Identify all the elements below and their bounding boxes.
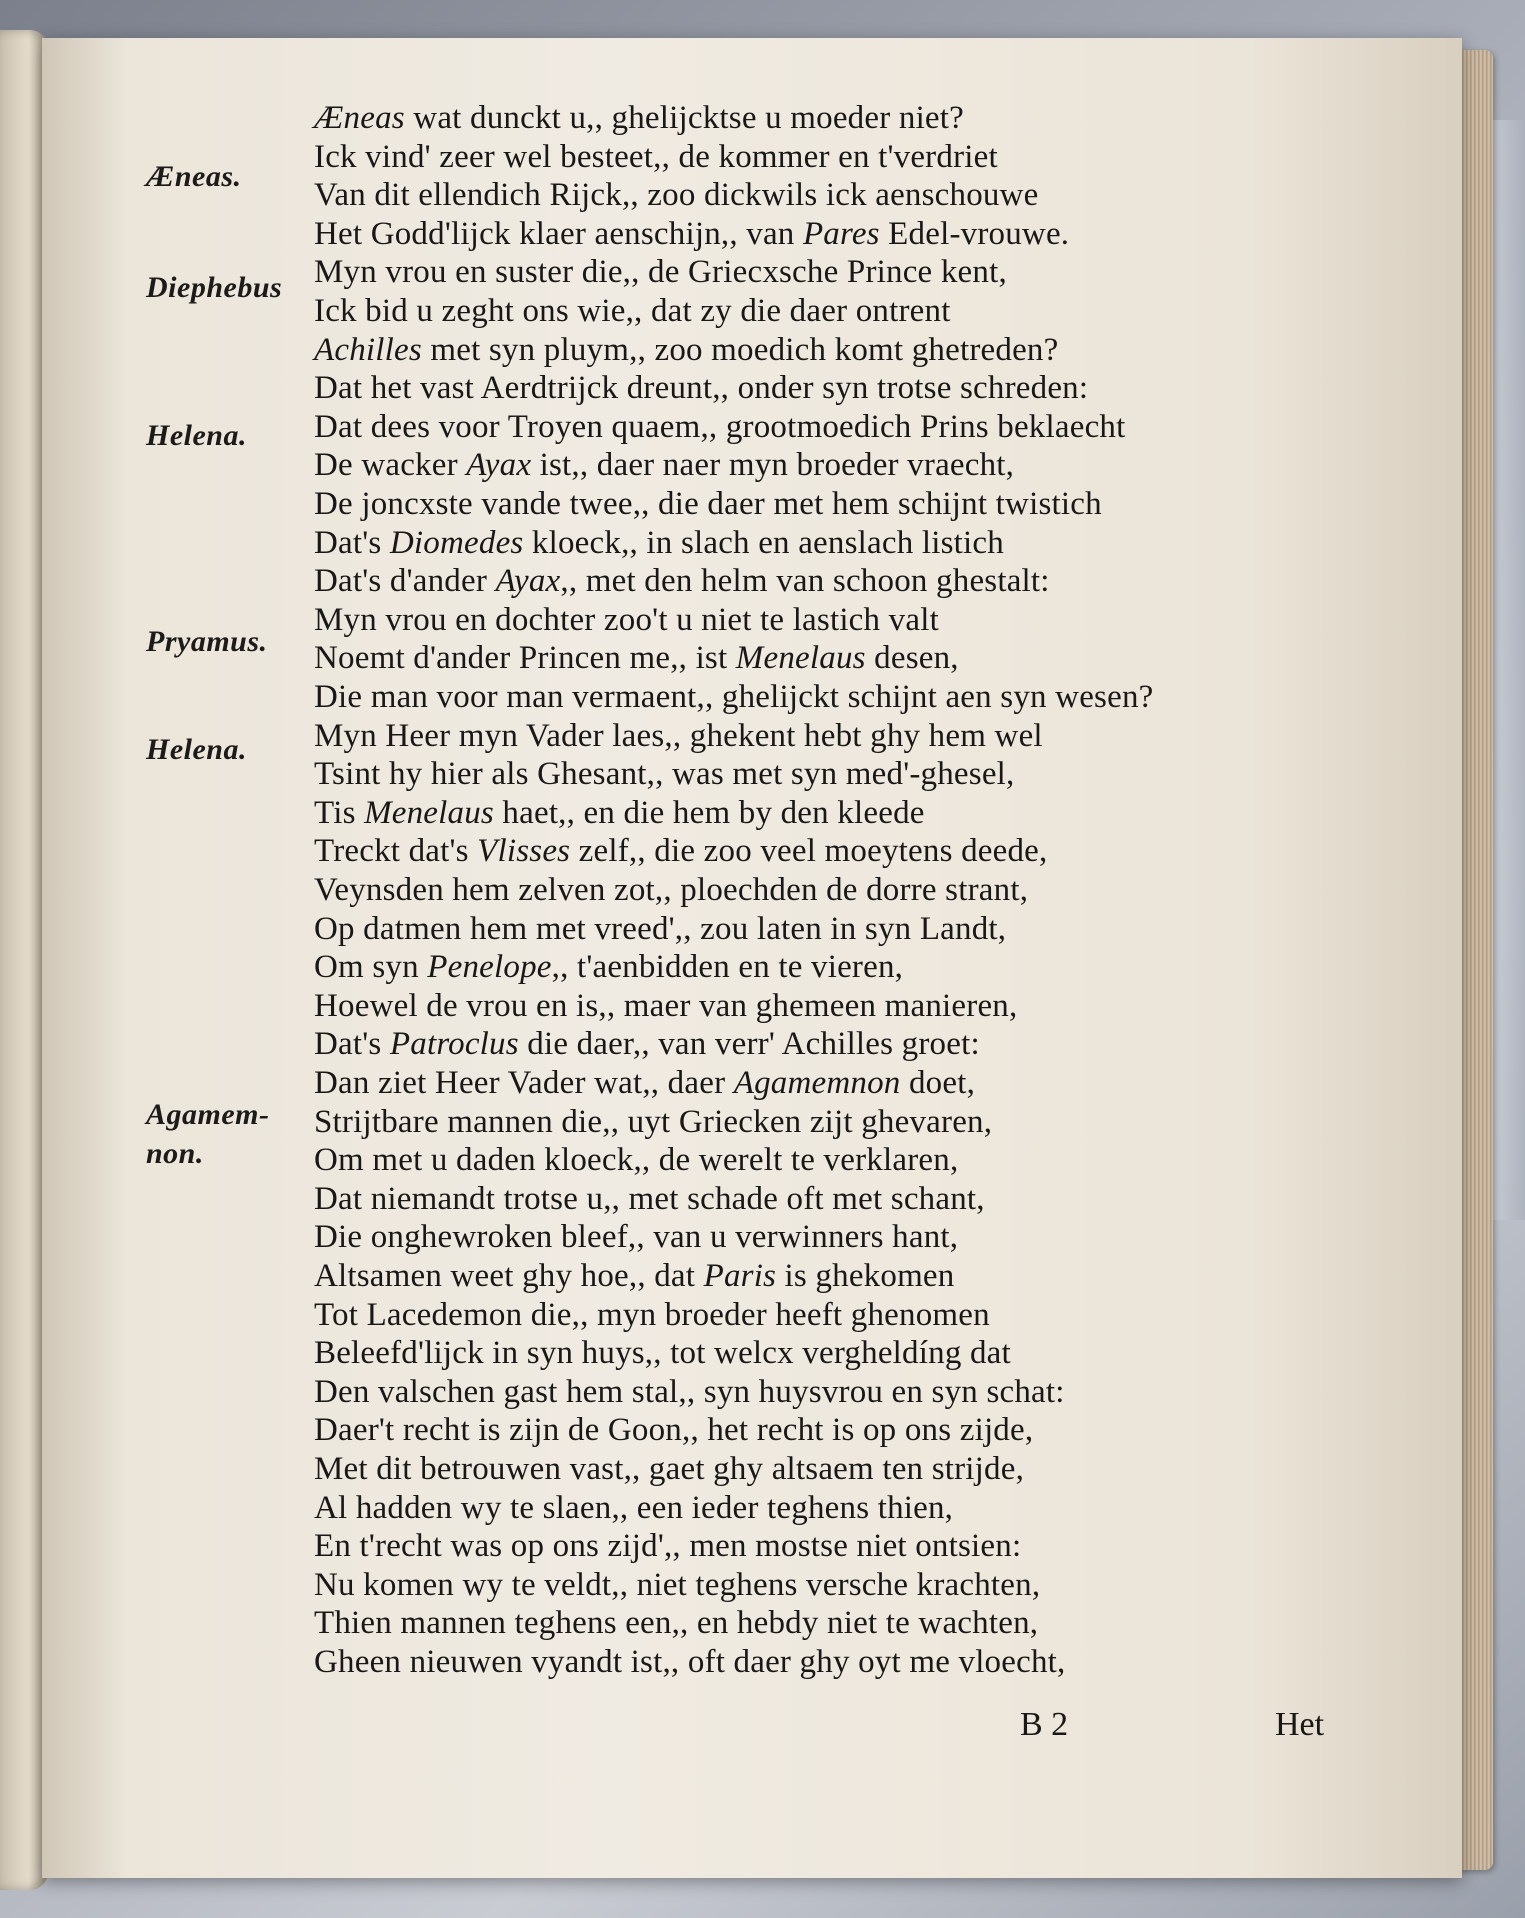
catchword: Het bbox=[1275, 1706, 1325, 1743]
verse-text-italic: Ayax bbox=[466, 447, 532, 483]
facing-page-edge bbox=[0, 30, 48, 1890]
verse-text-roman: Ick vind' zeer wel besteet,, de kommer en t'verdriet bbox=[314, 139, 998, 175]
verse-line bbox=[314, 911, 1006, 948]
verse-text-roman: Met dit betrouwen vast,, gaet ghy altsaem ten strijde, bbox=[314, 1451, 1025, 1487]
verse-text-roman: Nu komen wy te veldt,, niet teghens versche krachten, bbox=[314, 1567, 1041, 1603]
verse-line bbox=[314, 1335, 1011, 1372]
verse-text-roman: Om met u daden kloeck,, de werelt te verklaren, bbox=[314, 1142, 959, 1178]
verse-line bbox=[314, 1528, 1021, 1565]
verse-line bbox=[314, 1451, 1024, 1488]
verse-text-italic: Vlisses bbox=[477, 833, 571, 869]
verse-text-roman: Dan ziet Heer Vader wat,, daer bbox=[314, 1065, 734, 1101]
verse-line bbox=[314, 525, 1004, 562]
verse-line bbox=[314, 602, 939, 639]
verse-text-roman: met syn pluym,, zoo moedich komt ghetreden? bbox=[421, 332, 1059, 368]
verse-text-roman: Noemt d'ander Princen me,, ist bbox=[314, 640, 736, 676]
verse-line bbox=[314, 254, 1007, 291]
verse-text-roman: Van dit ellendich Rijck,, zoo dickwils ick aenschouwe bbox=[314, 177, 1039, 213]
speaker-helena: Helena. bbox=[146, 419, 247, 452]
verse-line bbox=[314, 795, 925, 832]
verse-text-roman: Tot Lacedemon die,, myn broeder heeft ghenomen bbox=[314, 1297, 990, 1333]
verse-line bbox=[314, 1065, 975, 1102]
speaker-diephebus: Diephebus bbox=[146, 271, 283, 304]
verse-text-roman: Dat het vast Aerdtrijck dreunt,, onder syn trotse schreden: bbox=[314, 370, 1089, 406]
verse-text-italic: Diomedes bbox=[389, 525, 524, 561]
verse-text-roman: ,, met den helm van schoon ghestalt: bbox=[560, 563, 1050, 599]
verse-text-roman: Om syn bbox=[314, 949, 428, 985]
verse-text-roman: Die onghewroken bleef,, van u verwinners hant, bbox=[314, 1219, 959, 1255]
verse-text-roman: Treckt dat's bbox=[314, 833, 478, 869]
verse-line bbox=[314, 139, 998, 176]
verse-line bbox=[314, 1412, 1033, 1449]
verse-text-roman: Myn Heer myn Vader laes,, ghekent hebt ghy hem wel bbox=[314, 718, 1043, 754]
verse-text-roman: Dat dees voor Troyen quaem,, grootmoedich Prins beklaecht bbox=[314, 409, 1126, 445]
verse-line bbox=[314, 293, 951, 330]
verse-line bbox=[314, 1104, 992, 1141]
verse-text-roman: Beleefd'lijck in syn huys,, tot welcx vergheldíng dat bbox=[314, 1335, 1011, 1371]
verse-text-italic: Agamemnon bbox=[733, 1065, 901, 1101]
verse-line bbox=[314, 216, 1069, 253]
verse-line bbox=[314, 756, 1014, 793]
verse-text-roman: Myn vrou en dochter zoo't u niet te lastich valt bbox=[314, 602, 939, 638]
verse-text-roman: Het Godd'lijck klaer aenschijn,, van bbox=[314, 216, 803, 252]
verse-text-roman: Hoewel de vrou en is,, maer van ghemeen manieren, bbox=[314, 988, 1018, 1024]
verse-line bbox=[314, 100, 964, 137]
verse-text-roman: Daer't recht is zijn de Goon,, het recht is op ons zijde, bbox=[314, 1412, 1034, 1448]
speaker-agamemnon-1: Agamem- bbox=[146, 1098, 270, 1131]
verse-line bbox=[314, 988, 1017, 1025]
verse-line bbox=[314, 370, 1088, 407]
verse-text-roman: Ick bid u zeght ons wie,, dat zy die daer ontrent bbox=[314, 293, 951, 329]
verse-text-roman: Dat's d'ander bbox=[314, 563, 496, 599]
verse-text-italic: Pares bbox=[802, 216, 880, 252]
verse-text-roman: Strijtbare mannen die,, uyt Griecken zijt ghevaren, bbox=[314, 1104, 993, 1140]
verse-line bbox=[314, 177, 1039, 214]
verse-text-roman: De joncxste vande twee,, die daer met hem schijnt twistich bbox=[314, 486, 1102, 522]
verse-text-roman: doet, bbox=[900, 1065, 976, 1101]
verse-text-roman: desen, bbox=[865, 640, 959, 676]
verse-text-italic: Penelope bbox=[427, 949, 552, 985]
speaker-helena-2: Helena. bbox=[146, 733, 247, 766]
verse-text-roman: Dat niemandt trotse u,, met schade oft met schant, bbox=[314, 1181, 985, 1217]
verse-text-roman: ,, t'aenbidden en te vieren, bbox=[551, 949, 904, 985]
verse-text-roman: die daer,, van verr' Achilles groet: bbox=[518, 1026, 980, 1062]
verse-text-roman: De wacker bbox=[314, 447, 467, 483]
verse-text-roman: Dat's bbox=[314, 1026, 390, 1062]
verse-line bbox=[314, 1490, 953, 1527]
verse-text-italic: Menelaus bbox=[735, 640, 866, 676]
verse-text-italic: Achilles bbox=[314, 332, 422, 368]
verse-text-roman: Edel-vrouwe. bbox=[879, 216, 1070, 252]
verse-text-roman: ist,, daer naer myn broeder vraecht, bbox=[531, 447, 1015, 483]
verse-text-roman: Die man voor man vermaent,, ghelijckt schijnt aen syn wesen? bbox=[314, 679, 1154, 715]
verse-text-roman: Op datmen hem met vreed',, zou laten in syn Landt, bbox=[314, 911, 1007, 947]
verse-line bbox=[314, 1181, 985, 1218]
verse-line bbox=[314, 1605, 1038, 1642]
verse-text-roman: Gheen nieuwen vyandt ist,, oft daer ghy oyt me vloecht, bbox=[314, 1644, 1066, 1680]
verse-line bbox=[314, 833, 1047, 870]
verse-text-roman: zelf,, die zoo veel moeytens deede, bbox=[570, 833, 1048, 869]
verse-line bbox=[314, 718, 1043, 755]
verse-text-roman: En t'recht was op ons zijd',, men mostse niet ontsien: bbox=[314, 1528, 1022, 1564]
verse-line bbox=[314, 1142, 958, 1179]
verse-text-roman: kloeck,, in slach en aenslach listich bbox=[523, 525, 1004, 561]
speaker-agamemnon-2: non. bbox=[146, 1137, 204, 1170]
verse-text-roman: Myn vrou en suster die,, de Griecxsche Prince kent, bbox=[314, 254, 1007, 290]
verse-line bbox=[314, 1297, 990, 1334]
verse-line bbox=[314, 1567, 1040, 1604]
verse-line bbox=[314, 640, 959, 677]
verse-line bbox=[314, 872, 1028, 909]
verse-text-roman: Den valschen gast hem stal,, syn huysvrou en syn schat: bbox=[314, 1374, 1065, 1410]
verse-text-roman: is ghekomen bbox=[776, 1258, 955, 1294]
speaker-aeneas: Æneas. bbox=[146, 160, 242, 193]
verse-text-italic: Patroclus bbox=[389, 1026, 519, 1062]
verse-line bbox=[314, 679, 1154, 716]
verse-text-italic: Ayax bbox=[495, 563, 561, 599]
verse-text-roman: haet,, en die hem by den kleede bbox=[493, 795, 925, 831]
verse-line bbox=[314, 1644, 1065, 1681]
verse-line bbox=[314, 409, 1126, 446]
verse-text-italic: Menelaus bbox=[364, 795, 494, 831]
verse-line bbox=[314, 1258, 954, 1295]
verse-line bbox=[314, 332, 1058, 369]
verse-text-italic: Paris bbox=[703, 1258, 777, 1294]
verse-line bbox=[314, 563, 1050, 600]
verse-line bbox=[314, 1026, 980, 1063]
verse-text-roman: Tis bbox=[314, 795, 365, 831]
verse-line bbox=[314, 486, 1102, 523]
verse-text-roman: Al hadden wy te slaen,, een ieder teghens thien, bbox=[314, 1490, 954, 1526]
verse-text-roman: Veynsden hem zelven zot,, ploechden de dorre strant, bbox=[314, 872, 1029, 908]
verse-line bbox=[314, 1219, 958, 1256]
verse-line bbox=[314, 949, 903, 986]
page-signature: B 2 bbox=[1020, 1706, 1069, 1743]
verse-text-roman: Tsint hy hier als Ghesant,, was met syn med'-ghesel, bbox=[314, 756, 1015, 792]
verse-text-italic: Æneas bbox=[314, 100, 405, 136]
verse-line bbox=[314, 447, 1014, 484]
speaker-pryamus: Pryamus. bbox=[146, 625, 268, 658]
verse-text-roman: Dat's bbox=[314, 525, 390, 561]
verse-text-roman: Thien mannen teghens een,, en hebdy niet te wachten, bbox=[314, 1605, 1039, 1641]
verse-text-roman: wat dunckt u,, ghelijcktse u moeder niet? bbox=[404, 100, 964, 136]
verse-text-roman: Altsamen weet ghy hoe,, dat bbox=[314, 1258, 704, 1294]
verse-line bbox=[314, 1374, 1065, 1411]
